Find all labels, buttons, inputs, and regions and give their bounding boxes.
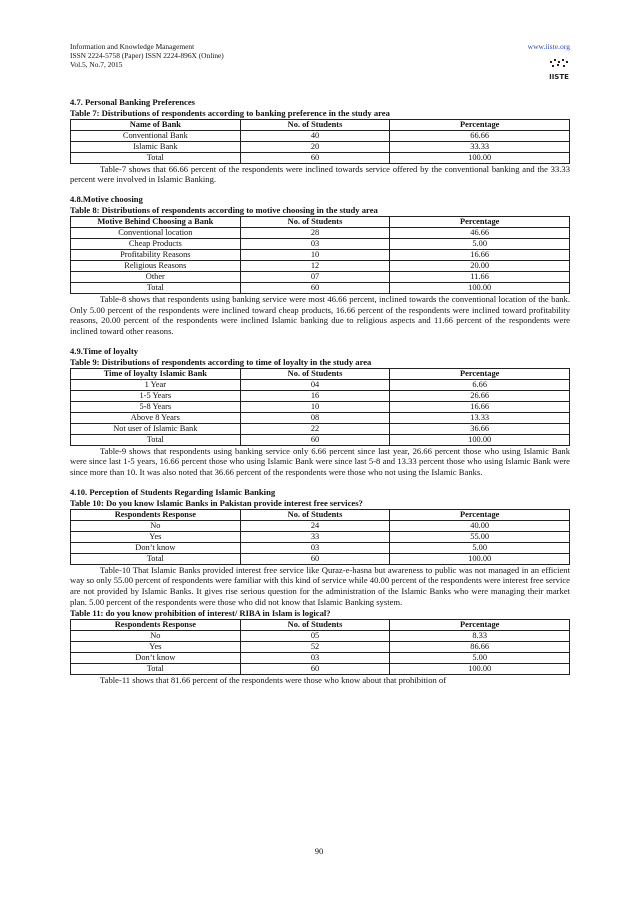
table-cell: 03 (240, 542, 390, 553)
column-header: No. of Students (240, 619, 390, 630)
table-cell: 46.66 (390, 227, 570, 238)
issn-line: ISSN 2224-5758 (Paper) ISSN 2224-896X (Online) (70, 51, 224, 60)
table-row (71, 227, 570, 238)
table-cell: 16.66 (390, 401, 570, 412)
table-cell: 5.00 (390, 542, 570, 553)
table-cell: Not user of Islamic Bank (71, 423, 241, 434)
journal-url[interactable]: www.iiste.org (527, 42, 570, 51)
table-row (71, 630, 570, 641)
table-cell: 36.66 (390, 423, 570, 434)
table-cell: 05 (240, 630, 390, 641)
table-row (71, 531, 570, 542)
paragraph: Table-10 That Islamic Banks provided interest free service like Quraz-e-hasna but awareness to public was not managed in an efficient way so only 55.00 percent of respondents were familiar with this kind of service while 40.00 percent of the respondents were interest free service are not provided by Islamic Banks. It gives rise serious question for the administration of the Islamic Banks who were managing their market plan. 5.00 percent of the respondents were those who did not know that Islamic Banking system. (70, 564, 570, 607)
table-cell: 11.66 (390, 271, 570, 282)
table-row (71, 282, 570, 293)
column-header: Motive Behind Choosing a Bank (71, 216, 241, 227)
table-cell: 60 (240, 434, 390, 445)
table-cell: 6.66 (390, 379, 570, 390)
column-header: Name of Bank (71, 119, 241, 130)
column-header: Respondents Response (71, 619, 241, 630)
table-cell: 22 (240, 423, 390, 434)
table-cell: Islamic Bank (71, 141, 241, 152)
table-cell: Yes (71, 641, 241, 652)
table-cell: Profitability Reasons (71, 249, 241, 260)
table-cell: Don’t know (71, 542, 241, 553)
table-caption: Table 11: do you know prohibition of interest/ RIBA in Islam is logical? (70, 607, 331, 618)
table-cell: 66.66 (390, 130, 570, 141)
table-cell: 40.00 (390, 520, 570, 531)
table-cell: 5.00 (390, 652, 570, 663)
table-cell: 33.33 (390, 141, 570, 152)
table-cell: 03 (240, 652, 390, 663)
table-cell: 26.66 (390, 390, 570, 401)
table-cell: Other (71, 271, 241, 282)
column-header: No. of Students (240, 509, 390, 520)
table-cell: Total (71, 553, 241, 564)
table-cell: Cheap Products (71, 238, 241, 249)
table-9 (70, 368, 570, 446)
table-row (71, 520, 570, 531)
paragraph: Table-8 shows that respondents using banking service were most 46.66 percent, inclined towards the conventional location of the bank. Only 5.00 percent of the respondents were inclined toward cheap products, 16.66 percent of the respondents were inclined toward profitability reasons, 20.00 percent of the respondents were inclined Islamic banking due to religious aspects and 11.66 percent of the respondents were inclined toward other reasons. (70, 293, 570, 337)
column-header: No. of Students (240, 368, 390, 379)
table-cell: 60 (240, 282, 390, 293)
table-row (71, 249, 570, 260)
table-cell: 12 (240, 260, 390, 271)
table-7 (70, 119, 570, 164)
table-row (71, 641, 570, 652)
table-cell: 03 (240, 238, 390, 249)
page-number: 90 (314, 846, 324, 856)
table-cell: 8.33 (390, 630, 570, 641)
table-row (71, 401, 570, 412)
table-caption: Table 10: Do you know Islamic Banks in Pakistan provide interest free services? (70, 497, 363, 508)
table-cell: 1-5 Years (71, 390, 241, 401)
column-header: Time of loyalty Islamic Bank (71, 368, 241, 379)
column-header: Percentage (390, 368, 570, 379)
section-heading: 4.8.Motive choosing (70, 194, 143, 205)
table-cell: No (71, 630, 241, 641)
table-caption: Table 9: Distributions of respondents according to time of loyalty in the study area (70, 356, 372, 367)
table-cell: 10 (240, 401, 390, 412)
table-cell: 20.00 (390, 260, 570, 271)
journal-header (70, 42, 224, 69)
iiste-logo-icon (548, 58, 570, 82)
table-cell: 100.00 (390, 663, 570, 674)
column-header: Percentage (390, 216, 570, 227)
column-header: Percentage (390, 509, 570, 520)
table-row (71, 434, 570, 445)
table-cell: 100.00 (390, 434, 570, 445)
table-cell: 16 (240, 390, 390, 401)
table-cell: 10 (240, 249, 390, 260)
table-cell: 100.00 (390, 282, 570, 293)
table-row (71, 542, 570, 553)
table-cell: No (71, 520, 241, 531)
table-cell: Conventional Bank (71, 130, 241, 141)
table-cell: 16.66 (390, 249, 570, 260)
paragraph: Table-9 shows that respondents using banking service only 6.66 percent since last year, 26.66 percent those who using Islamic Bank were since last 1-5 years, 16.66 percent those who using Islamic Bank were since last 5-8 and 13.33 percent those who using Islamic Bank were since more than 10. It was also noted that 36.66 percent of the respondents were those who not using the Islamic Banks. (70, 445, 570, 478)
table-cell: Yes (71, 531, 241, 542)
table-row (71, 260, 570, 271)
table-row (71, 271, 570, 282)
table-cell: 52 (240, 641, 390, 652)
column-header: Percentage (390, 619, 570, 630)
table-cell: 60 (240, 152, 390, 163)
table-row (71, 423, 570, 434)
table-cell: Total (71, 434, 241, 445)
table-8 (70, 216, 570, 294)
table-cell: 86.66 (390, 641, 570, 652)
table-11 (70, 619, 570, 675)
table-cell: 1 Year (71, 379, 241, 390)
table-cell: 24 (240, 520, 390, 531)
table-caption: Table 8: Distributions of respondents according to motive choosing in the study area (70, 204, 378, 215)
table-row (71, 390, 570, 401)
table-row (71, 141, 570, 152)
table-cell: 60 (240, 553, 390, 564)
table-row (71, 130, 570, 141)
table-cell: 08 (240, 412, 390, 423)
table-cell: Total (71, 663, 241, 674)
column-header: Percentage (390, 119, 570, 130)
table-cell: 55.00 (390, 531, 570, 542)
table-cell: Religious Reasons (71, 260, 241, 271)
table-cell: Total (71, 152, 241, 163)
table-cell: 28 (240, 227, 390, 238)
table-cell: 60 (240, 663, 390, 674)
column-header: Respondents Response (71, 509, 241, 520)
table-cell: 5-8 Years (71, 401, 241, 412)
page-body (70, 97, 570, 685)
table-cell: 100.00 (390, 152, 570, 163)
table-cell: Don’t know (71, 652, 241, 663)
journal-name: Information and Knowledge Management (70, 42, 195, 51)
table-cell: 04 (240, 379, 390, 390)
svg-text:IISTE: IISTE (549, 73, 569, 81)
section-heading: 4.9.Time of loyalty (70, 345, 139, 356)
table-cell: 33 (240, 531, 390, 542)
table-cell: 07 (240, 271, 390, 282)
table-cell: 40 (240, 130, 390, 141)
table-cell: 13.33 (390, 412, 570, 423)
table-cell: Above 8 Years (71, 412, 241, 423)
table-row (71, 663, 570, 674)
table-row (71, 379, 570, 390)
table-cell: 20 (240, 141, 390, 152)
table-cell: 100.00 (390, 553, 570, 564)
section-heading: 4.10. Perception of Students Regarding Islamic Banking (70, 486, 276, 497)
table-10 (70, 509, 570, 565)
column-header: No. of Students (240, 119, 390, 130)
table-row (71, 553, 570, 564)
paragraph: Table-11 shows that 81.66 percent of the respondents were those who know about that prohibition of (100, 674, 447, 685)
table-row (71, 412, 570, 423)
table-cell: Conventional location (71, 227, 241, 238)
table-caption: Table 7: Distributions of respondents according to banking preference in the study area (70, 107, 390, 118)
volume-line: Vol.5, No.7, 2015 (70, 60, 123, 69)
table-row (71, 652, 570, 663)
table-row (71, 152, 570, 163)
table-cell: 5.00 (390, 238, 570, 249)
column-header: No. of Students (240, 216, 390, 227)
table-cell: Total (71, 282, 241, 293)
paragraph: Table-7 shows that 66.66 percent of the respondents were inclined towards service offered by the conventional banking and the 33.33 percent were involved in Islamic Banking. (70, 163, 570, 185)
section-heading: 4.7. Personal Banking Preferences (70, 97, 195, 107)
table-row (71, 238, 570, 249)
